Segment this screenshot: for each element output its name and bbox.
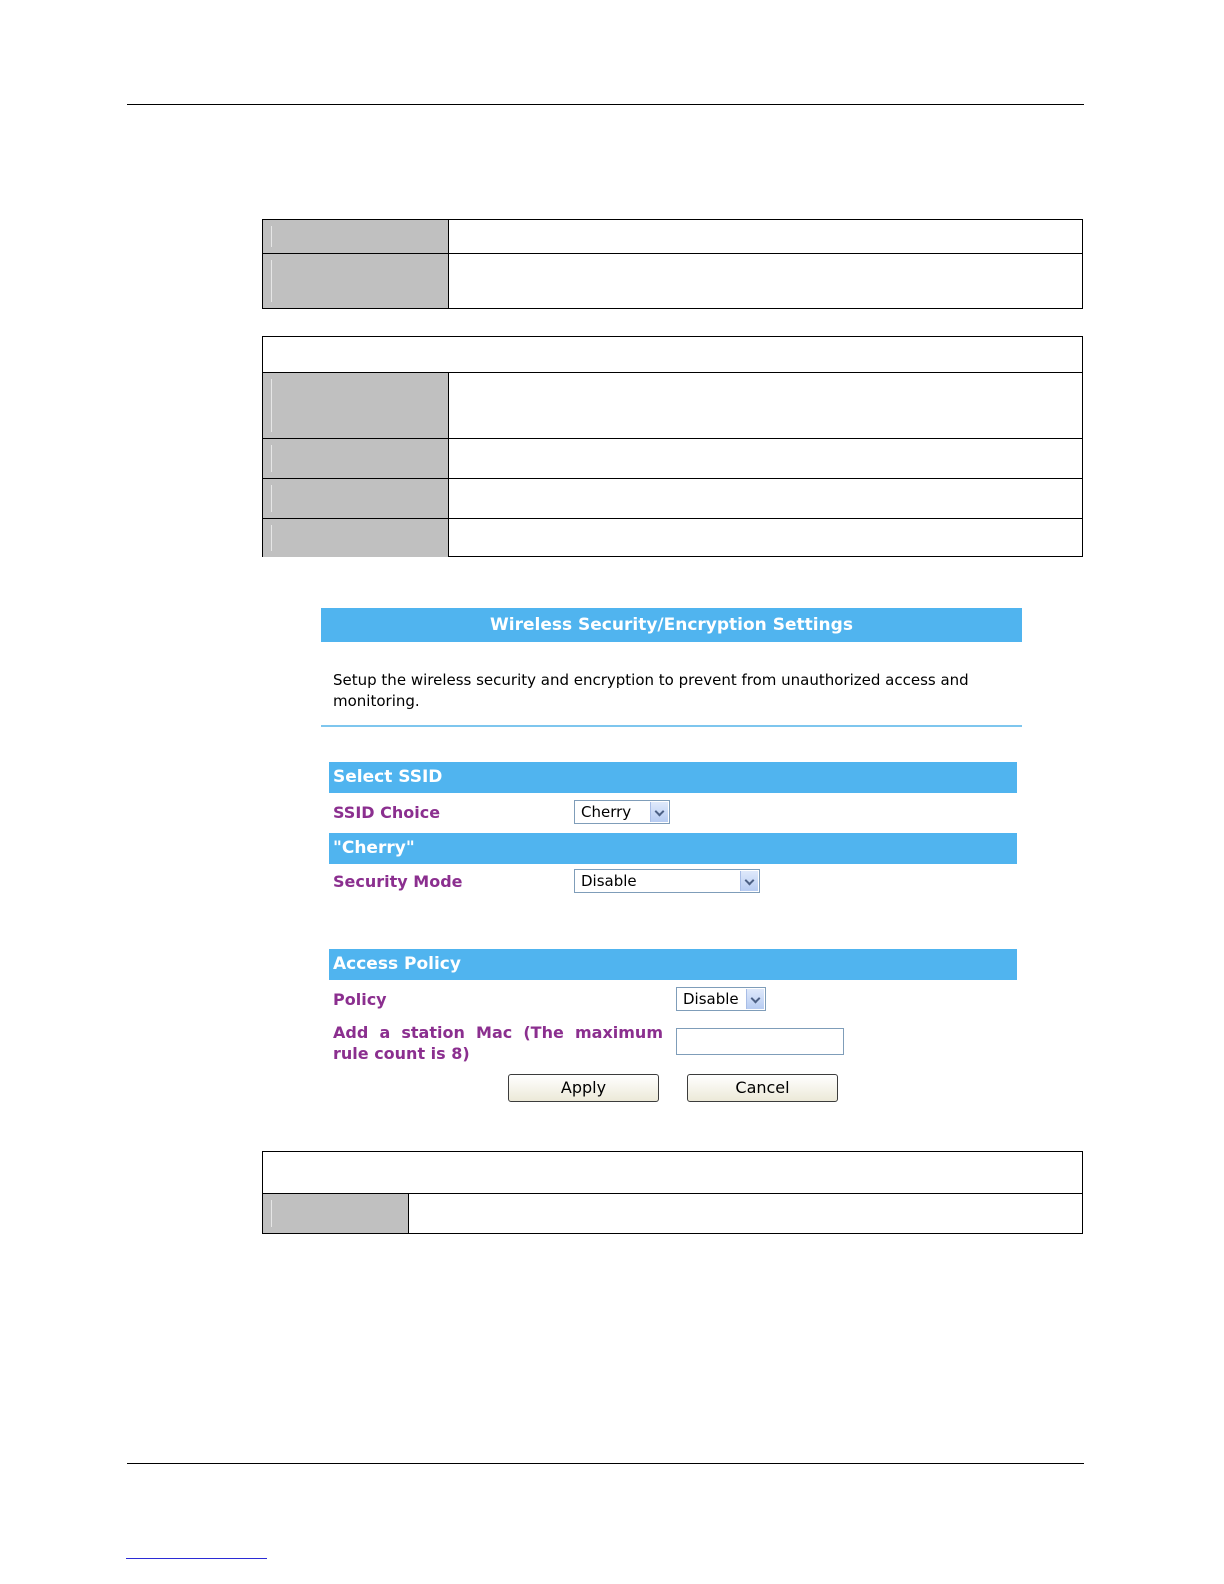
select-ssid-header: Select SSID [329, 762, 1017, 793]
table-row [263, 478, 1082, 518]
footer-rule [127, 1463, 1084, 1464]
param-table-2 [262, 336, 1083, 557]
table-key-cell [263, 254, 449, 308]
security-mode-select[interactable] [574, 869, 760, 893]
header-rule [127, 104, 1084, 105]
chevron-down-icon[interactable] [746, 989, 764, 1009]
apply-button[interactable]: Apply [508, 1074, 659, 1102]
param-table-3 [262, 1151, 1083, 1234]
panel-divider [321, 725, 1022, 727]
chevron-down-icon[interactable] [740, 871, 758, 891]
table-row [263, 518, 1082, 557]
ssid-choice-select[interactable] [574, 800, 670, 824]
table-key-cell [263, 519, 449, 557]
table-key-cell [263, 1194, 409, 1233]
chevron-down-icon[interactable] [650, 802, 668, 822]
table-key-cell [263, 479, 449, 518]
ssid-choice-value: Cherry [581, 803, 632, 821]
table-key-cell [263, 220, 449, 253]
policy-label: Policy [333, 990, 387, 1009]
table-header-row [263, 337, 1082, 372]
add-mac-label: Add a station Mac (The maximum rule count is 8) [333, 1023, 663, 1063]
panel-title: Wireless Security/Encryption Settings [321, 608, 1022, 642]
policy-value: Disable [683, 990, 739, 1008]
wireless-security-panel [321, 608, 1022, 1108]
table-row [263, 438, 1082, 478]
panel-description: Setup the wireless security and encryption to prevent from unauthorized access and monitoring. [333, 671, 969, 710]
security-mode-value: Disable [581, 872, 637, 890]
ssid-choice-label: SSID Choice [333, 803, 441, 822]
policy-select[interactable] [676, 987, 766, 1011]
table-row [263, 253, 1082, 308]
footer-link-underline [126, 1558, 267, 1559]
table-row [263, 220, 1082, 253]
table-key-cell [263, 373, 449, 438]
cancel-button[interactable]: Cancel [687, 1074, 838, 1102]
table-header-row [263, 1152, 1082, 1193]
station-mac-input[interactable] [676, 1028, 844, 1055]
access-policy-header: Access Policy [329, 949, 1017, 980]
table-row [263, 1193, 1082, 1233]
table-key-cell [263, 439, 449, 478]
ssid-section-header: "Cherry" [329, 833, 1017, 864]
param-table-1 [262, 219, 1083, 309]
table-row [263, 372, 1082, 438]
security-mode-label: Security Mode [333, 872, 463, 891]
